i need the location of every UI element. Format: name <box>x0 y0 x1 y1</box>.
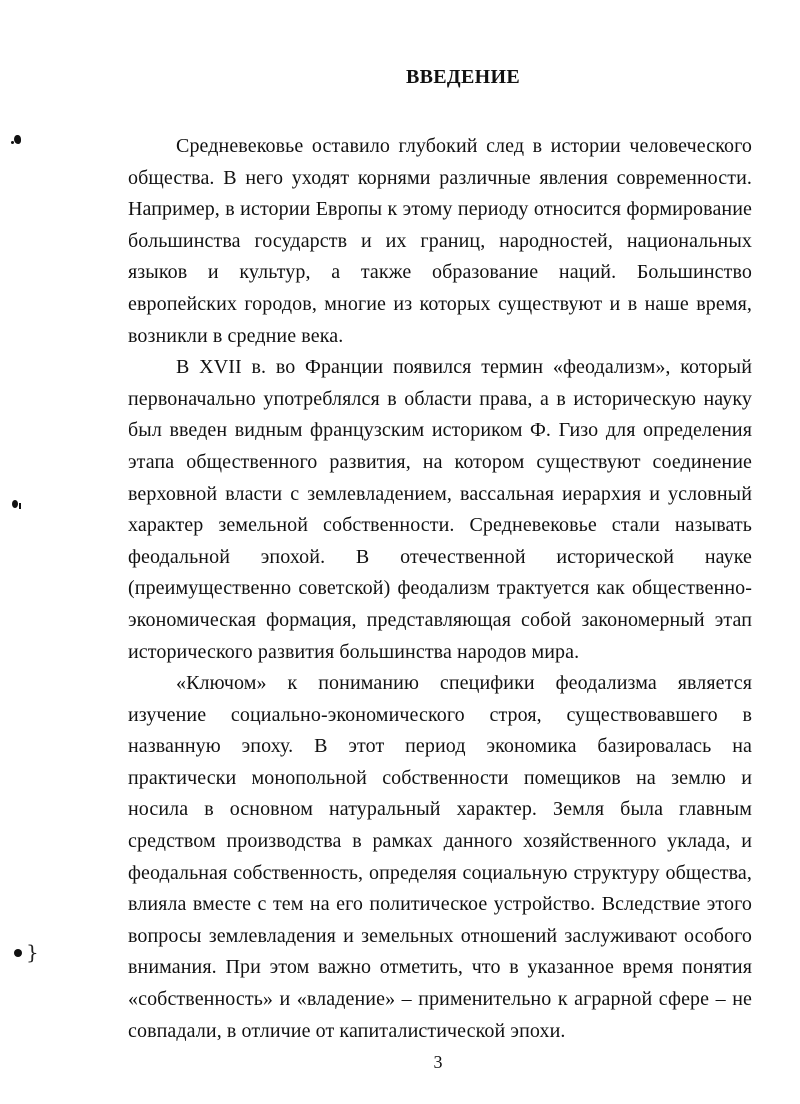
page-number: 3 <box>433 1052 443 1072</box>
margin-brace-mark: } <box>26 940 39 964</box>
scan-speck-middle <box>12 500 18 508</box>
page-title: ВВЕДЕНИЕ <box>406 66 520 88</box>
paragraph-1: Средневековье оставило глубокий след в истории человеческого общества. В него уходят корнями различные явления современности. Например, в истории Европы к этому периоду относится формирование большинства государств и их границ, народностей, национальных языков и культур, а также образование наций. Большинство европейских городов, многие из которых существуют и в наше время, возникли в средние века. <box>128 135 752 347</box>
scan-speck-bottom <box>14 949 22 957</box>
paragraph-3: «Ключом» к пониманию специфики феодализма является изучение социально-экономического строя, существовавшего в названную эпоху. В этот период экономика базировалась на практически монопольной собственности помещиков на землю и носила в основном натуральный характер. Земля была главным средством производства в рамках данного хозяйственного уклада, и феодальная собственность, определяя социальную структуру общества, влияла вместе с тем на его политическое устройство. Вследствие этого вопросы землевладения и земельных отношений заслуживают особого внимания. При этом важно отметить, что в указанное время понятия «собственность» и «владение» – применительно к аграрной сфере – не совпадали, в отличие от капиталистической эпохи. <box>128 672 752 1042</box>
body-text <box>128 131 752 1047</box>
paragraph-2: В XVII в. во Франции появился термин «феодализм», который первоначально употреблялся в области права, а в историческую науку был введен видным французским историком Ф. Гизо для определения этапа общественного развития, на котором существуют соединение верховной власти с землевладением, вассальная иерархия и условный характер земельной собственности. Средневековье стали называть феодальной эпохой. В отечественной исторической науке (преимущественно советской) феодализм трактуется как общественно-экономическая формация, представляющая собой закономерный этап исторического развития большинства народов мира. <box>128 356 752 663</box>
scan-speck-top <box>14 135 21 144</box>
